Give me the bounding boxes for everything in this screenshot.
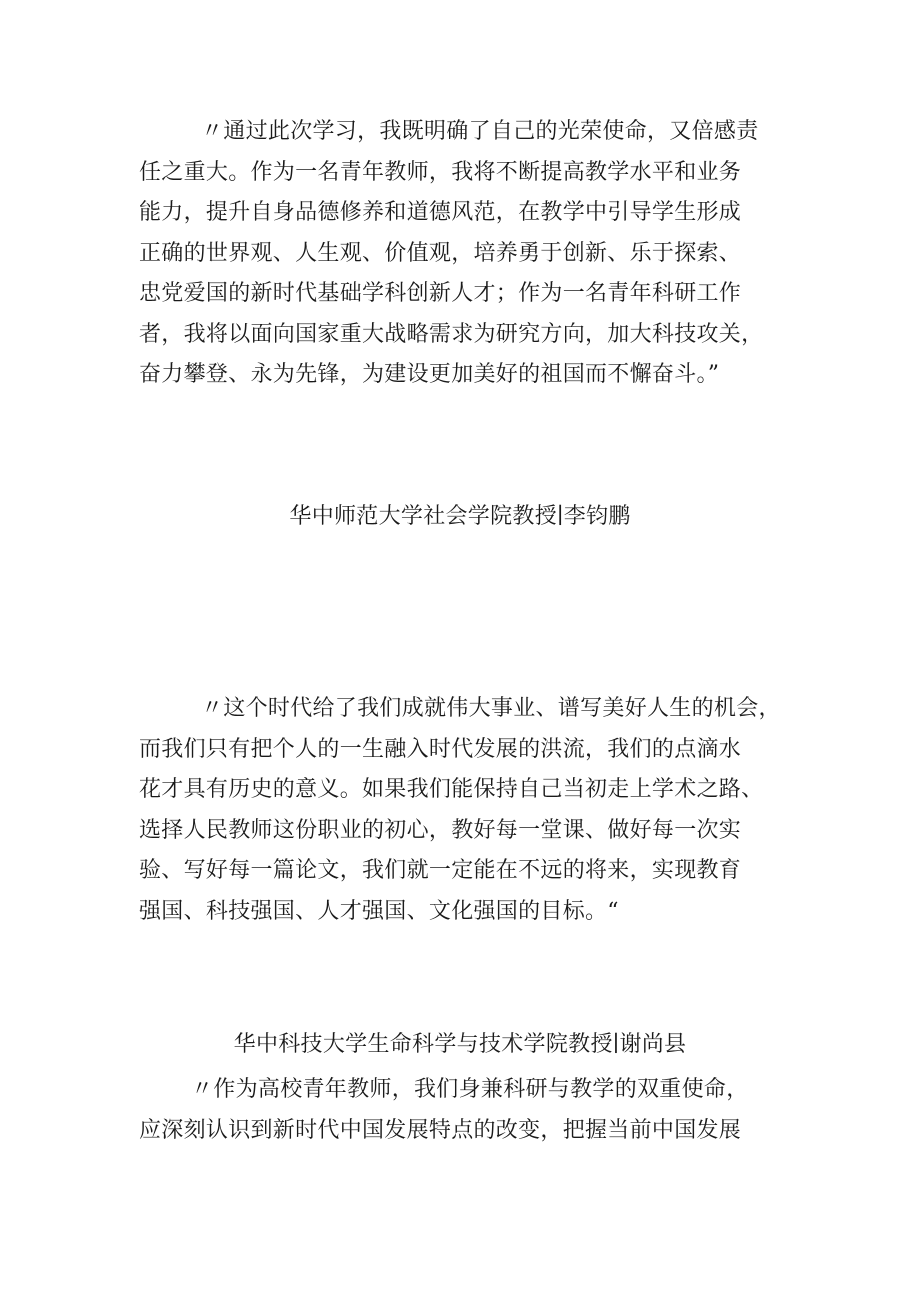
quote-2-line-6: 强国、科技强国、人才强国、文化强国的目标。“ (139, 898, 619, 924)
attribution-2: 华中科技大学生命科学与技术学院教授∣谢尚县 (233, 1032, 687, 1057)
quote-1-line-6: 者，我将以面向国家重大战略需求为研究方向，加大科技攻关， (139, 321, 764, 347)
quote-2-line-4: 选择人民教师这份职业的初心，教好每一堂课、做好每一次实 (139, 817, 742, 843)
quote-1-line-7: 奋力攀登、永为先锋，为建设更加美好的祖国而不懈奋斗。” (139, 362, 720, 387)
quote-paragraph-3 (139, 1070, 789, 1151)
quote-2-line-2: 而我们只有把个人的一生融入时代发展的洪流，我们的点滴水 (139, 736, 742, 762)
quote-1-line-1: 〃通过此次学习，我既明确了自己的光荣使命，又倍感责 (201, 119, 759, 144)
quote-2-line-5: 验、写好每一篇论文，我们就一定能在不远的将来，实现教育 (139, 858, 742, 883)
quote-1-line-2: 任之重大。作为一名青年教师，我将不断提高教学水平和业务 (139, 159, 742, 185)
quote-2-line-1: 〃这个时代给了我们成就伟大事业、谱写美好人生的机会， (201, 696, 781, 721)
quote-paragraph-1 (139, 112, 789, 396)
quote-1-line-3: 能力，提升自身品德修养和道德风范，在教学中引导学生形成 (139, 200, 742, 225)
quote-paragraph-2 (139, 689, 789, 932)
attribution-1: 华中师范大学社会学院教授∣李钧鹏 (289, 504, 631, 529)
quote-1-line-5: 忠党爱国的新时代基础学科创新人才；作为一名青年科研工作 (139, 281, 742, 306)
quote-3-line-1: 〃作为高校青年教师，我们身兼科研与教学的双重使命， (191, 1077, 749, 1102)
quote-3-line-2: 应深刻认识到新时代中国发展特点的改变，把握当前中国发展 (139, 1117, 742, 1143)
quote-2-line-3: 花才具有历史的意义。如果我们能保持自己当初走上学术之路、 (139, 777, 764, 802)
quote-1-line-4: 正确的世界观、人生观、价值观，培养勇于创新、乐于探索、 (139, 240, 742, 266)
